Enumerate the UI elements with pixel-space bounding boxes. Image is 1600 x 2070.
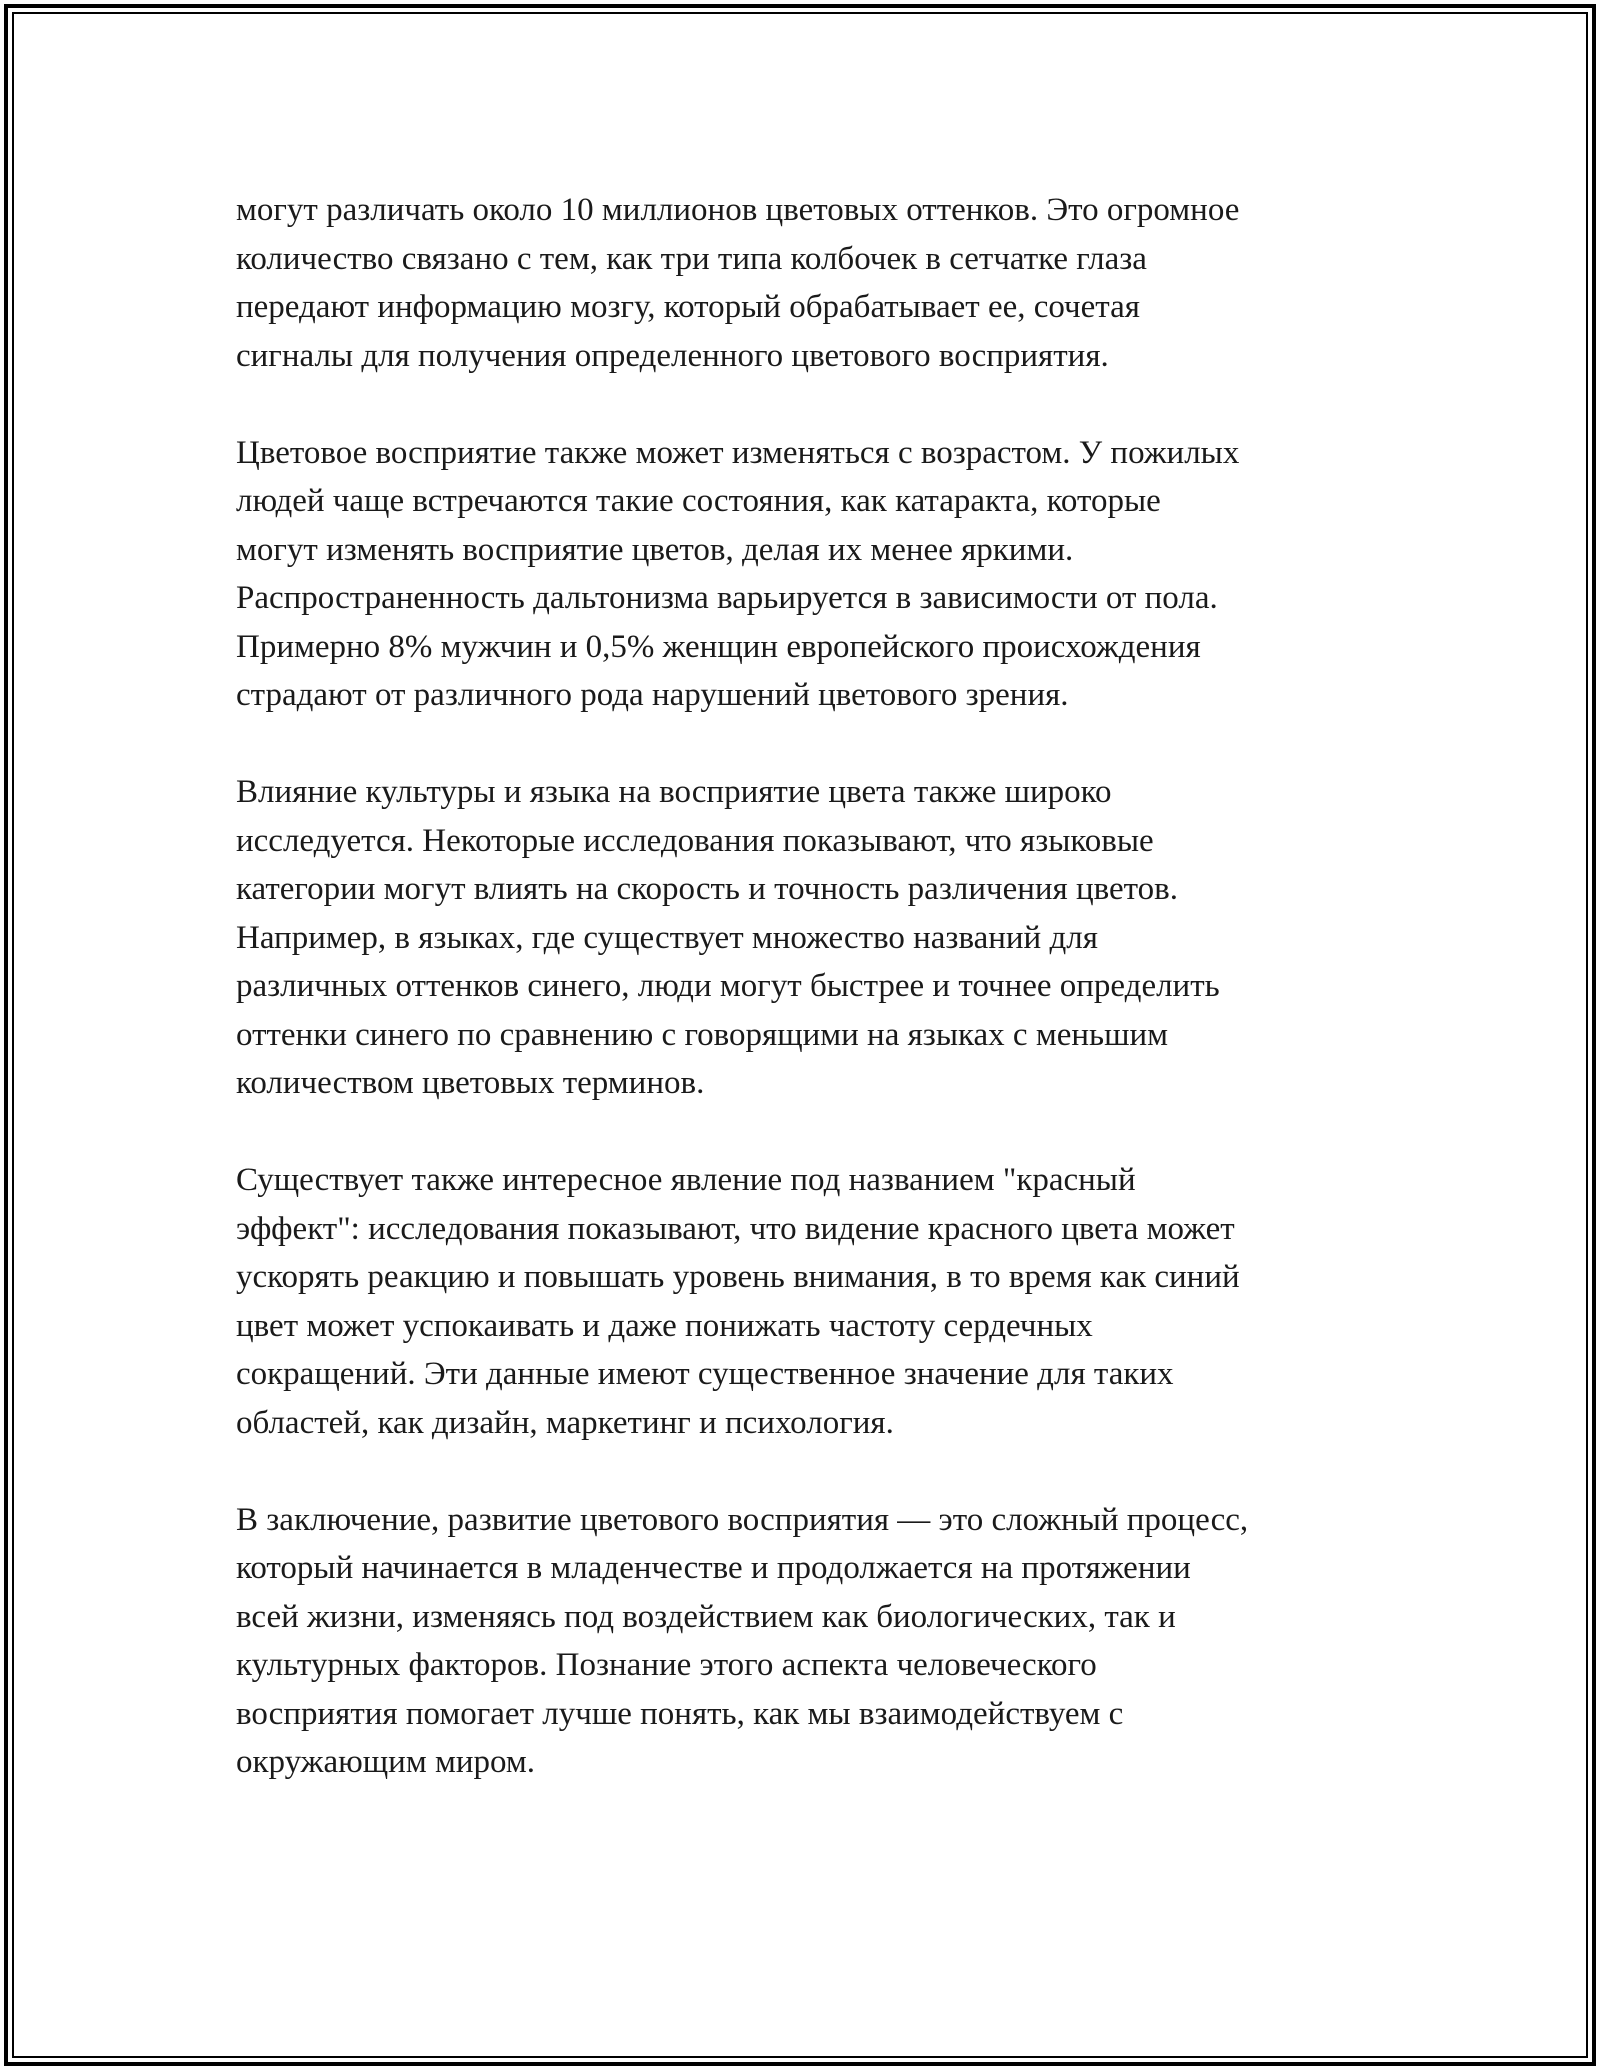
paragraph-red-effect: Существует также интересное явление под названием "красный эффект": исследования показывают, что видение красного цвета может ускорять реакцию и повышать уровень внимания, в то время как синий цвет может успокаивать и даже понижать частоту сердечных сокращений. Эти данные имеют существенное значение для таких областей, как дизайн, маркетинг и психология. — [236, 1162, 1240, 1441]
paragraph-age-and-colorblindness: Цветовое восприятие также может изменяться с возрастом. У пожилых людей чаще встречаются такие состояния, как катаракта, которые могут изменять восприятие цветов, делая их менее яркими. Распространенность дальтонизма варьируется в зависимости от пола. Примерно 8% мужчин и 0,5% женщин европейского происхождения страдают от различного рода нарушений цветового зрения. — [236, 434, 1240, 713]
document-body — [236, 186, 1376, 1835]
paragraph-color-distinction: могут различать около 10 миллионов цветовых оттенков. Это огромное количество связано с тем, как три типа колбочек в сетчатке глаза передают информацию мозгу, который обрабатывает ее, сочетая сигналы для получения определенного цветового восприятия. — [236, 192, 1240, 374]
paragraph-conclusion: В заключение, развитие цветового восприятия — это сложный процесс, который начинается в младенчестве и продолжается на протяжении всей жизни, изменяясь под воздействием как биологических, так и культурных факторов. Познание этого аспекта человеческого восприятия помогает лучше понять, как мы взаимодействуем с окружающим миром. — [236, 1501, 1249, 1780]
paragraph-culture-and-language: Влияние культуры и языка на восприятие цвета также широко исследуется. Некоторые исследования показывают, что языковые категории могут влиять на скорость и точность различения цветов. Например, в языках, где существует множество названий для различных оттенков синего, люди могут быстрее и точнее определить оттенки синего по сравнению с говорящими на языках с меньшим количеством цветовых терминов. — [236, 774, 1220, 1101]
